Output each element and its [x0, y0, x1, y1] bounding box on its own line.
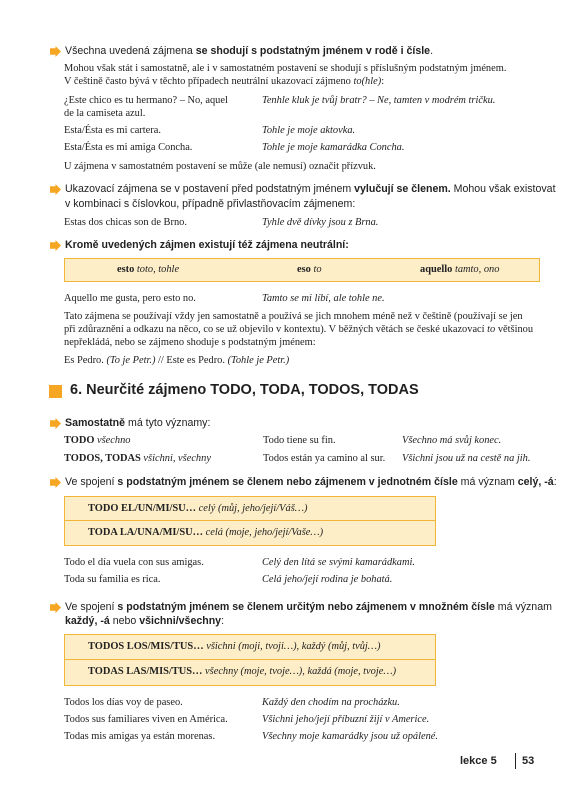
page-number: 53	[522, 755, 535, 767]
neutral-esto: esto toto, tohle	[117, 264, 180, 275]
todos-row: TODOS, TODAS všichni, všechny	[64, 453, 211, 464]
todos-example-cz: Všichni jsou už na cestě na jih.	[402, 453, 531, 464]
singular-masc: TODO EL/UN/MI/SU… celý (můj, jeho/její/Váš…)	[88, 503, 308, 514]
example-es-dos: Estas dos chicas son de Brno.	[64, 217, 187, 228]
sing-ex-es-2: Toda su familia es rica.	[64, 574, 161, 585]
bullet-shodujici: Všechna uvedená zájmena se shodují s podstatným jménem v rodě i čísle.	[65, 45, 434, 57]
arrow-right-icon	[50, 240, 61, 251]
plural-fem: TODAS LAS/MIS/TUS… všechny (moje, tvoje…), každá (moje, tvoje…)	[88, 666, 397, 677]
box-divider	[65, 659, 435, 660]
section-marker	[49, 385, 62, 398]
example-cz-1: Tenhle kluk je tvůj bratr? – Ne, tamten v modrém tričku.	[262, 95, 496, 106]
arrow-right-icon	[50, 602, 61, 613]
sing-ex-es-1: Todo el día vuela con sus amigas.	[64, 557, 204, 568]
bullet-vylucuji-line2: v kombinaci s číslovkou, případně přivlastňovacím zájmenem:	[65, 198, 356, 210]
arrow-right-icon	[50, 46, 61, 57]
example-es-2: Esta/Ésta es mi cartera.	[64, 125, 161, 136]
pl-ex-es-2: Todos sus familiares viven en América.	[64, 714, 228, 725]
paragraph-neutral-usage: Tato zájmena se používají vždy jen samostatně a používá se jich mnohem méně než v češtině (používají se jen při zdůraznění a odkazu na něco, co se už objevilo v kontextu). V běžných větách se české ukazovací to většinou nepřekládá, nebo se zájmeno shoduje s podstatným jménem: Es Pedro. (To je Petr.) // Este es Pedro. (Tohle je Petr.)	[64, 311, 534, 366]
example-es-aquello: Aquello me gusta, pero esto no.	[64, 293, 196, 304]
bullet-mnozne-line2: každý, -á nebo všichni/všechny:	[65, 615, 225, 627]
note-prizvuk: U zájmena v samostatném postavení se může (ale nemusí) označit přízvuk.	[64, 161, 376, 172]
pl-ex-es-1: Todos los días voy de paseo.	[64, 697, 183, 708]
section-title: 6. Neurčité zájmeno TODO, TODA, TODOS, TODAS	[70, 382, 419, 398]
sing-ex-cz-1: Celý den lítá se svými kamarádkami.	[262, 557, 415, 568]
neutral-aquello: aquello tamto, ono	[420, 264, 500, 275]
arrow-right-icon	[50, 477, 61, 488]
example-es-3: Esta/Ésta es mi amiga Concha.	[64, 142, 193, 153]
pl-ex-cz-2: Všichni jeho/její příbuzní žijí v Americe.	[262, 714, 430, 725]
footer-lesson: lekce 5	[460, 755, 497, 767]
example-cz-2: Tohle je moje aktovka.	[262, 125, 356, 136]
todos-example-es: Todos están ya camino al sur.	[263, 453, 386, 464]
example-es-1: ¿Este chico es tu hermano? – No, aquel de la camiseta azul.	[64, 95, 228, 119]
bullet-vylucuji: Ukazovací zájmena se v postavení před podstatným jménem vylučují se členem. Mohou však existovat	[65, 183, 556, 195]
box-divider	[65, 520, 435, 521]
pl-ex-cz-3: Všechny moje kamarádky jsou už opálené.	[262, 731, 439, 742]
arrow-right-icon	[50, 184, 61, 195]
sing-ex-cz-2: Celá jeho/její rodina je bohatá.	[262, 574, 393, 585]
example-cz-dve: Tyhle dvě dívky jsou z Brna.	[262, 217, 379, 228]
singular-fem: TODA LA/UNA/MI/SU… celá (moje, jeho/její/Vaše…)	[88, 527, 324, 538]
pl-ex-cz-1: Každý den chodím na procházku.	[262, 697, 400, 708]
bullet-samostatne: Samostatně má tyto významy:	[65, 417, 211, 429]
footer-divider	[515, 753, 516, 769]
example-cz-tamto: Tamto se mi líbí, ale tohle ne.	[262, 293, 385, 304]
pl-ex-es-3: Todas mis amigas ya están morenas.	[64, 731, 216, 742]
bullet-jednotne: Ve spojení s podstatným jménem se členem nebo zájmenem v jednotném čísle má význam celý, -á:	[65, 476, 557, 488]
plural-masc: TODOS LOS/MIS/TUS… všichni (moji, tvoji…), každý (můj, tvůj…)	[88, 641, 381, 652]
arrow-right-icon	[50, 418, 61, 429]
todo-example-cz: Všechno má svůj konec.	[402, 435, 502, 446]
paragraph-samostatne: Mohou však stát i samostatně, ale i v samostatném postavení se shodují s příslušným podstatným jménem. V češtině často bývá v těchto případech neutrální ukazovací zájmeno to(hle):	[64, 63, 507, 87]
bullet-neutralni: Kromě uvedených zájmen existují též zájmena neutrální:	[65, 239, 349, 251]
todo-example-es: Todo tiene su fin.	[263, 435, 336, 446]
example-cz-3: Tohle je moje kamarádka Concha.	[262, 142, 405, 153]
neutral-eso: eso to	[297, 264, 322, 275]
bullet-mnozne: Ve spojení s podstatným jménem se členem určitým nebo zájmenem v množném čísle má význam	[65, 601, 552, 613]
todo-row: TODO všechno	[64, 435, 131, 446]
